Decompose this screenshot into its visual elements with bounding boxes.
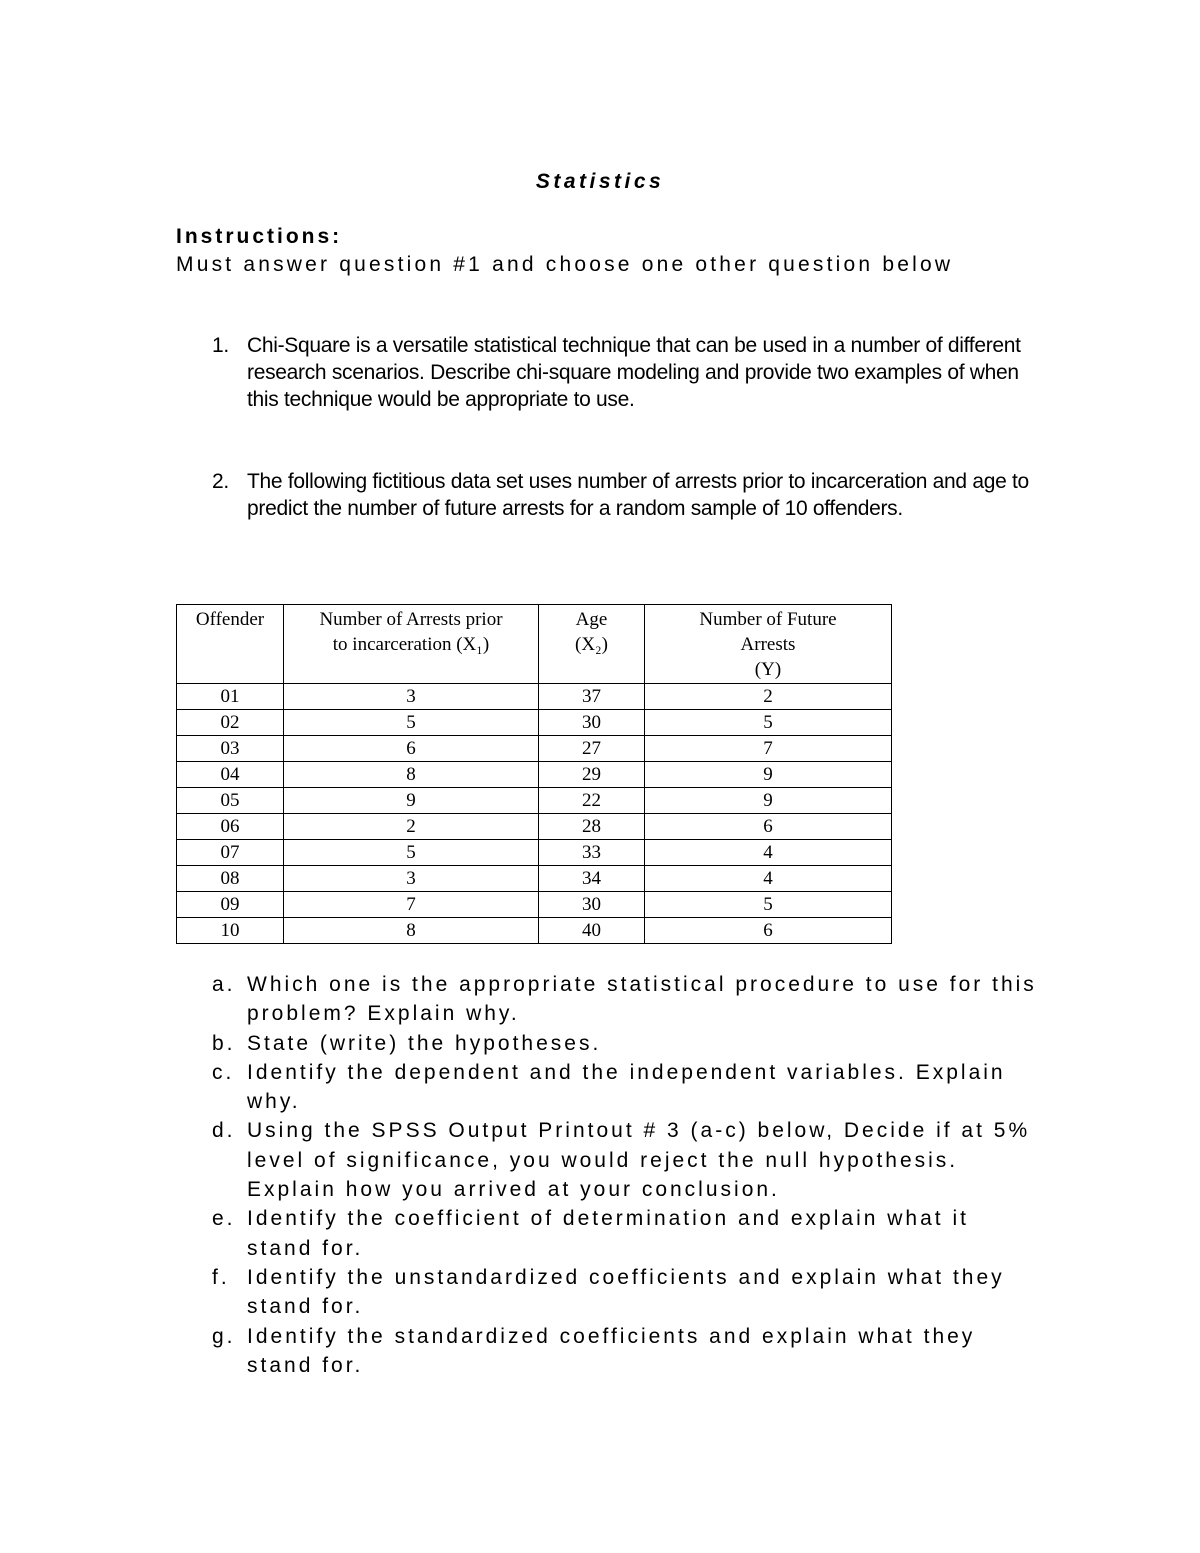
cell-prior-arrests: 3 bbox=[284, 684, 539, 710]
cell-offender: 08 bbox=[177, 866, 284, 892]
sub-question-e bbox=[212, 1204, 1042, 1263]
cell-prior-arrests: 7 bbox=[284, 892, 539, 918]
cell-age: 37 bbox=[539, 684, 645, 710]
cell-future-arrests: 6 bbox=[645, 918, 892, 944]
cell-prior-arrests: 8 bbox=[284, 918, 539, 944]
cell-offender: 03 bbox=[177, 736, 284, 762]
document-title: Statistics bbox=[535, 170, 665, 193]
cell-offender: 05 bbox=[177, 788, 284, 814]
sub-question-letter: f. bbox=[212, 1265, 230, 1289]
cell-prior-arrests: 8 bbox=[284, 762, 539, 788]
sub-question-text: Identify the standardized coefficients and explain what they stand for. bbox=[247, 1324, 976, 1377]
cell-age: 40 bbox=[539, 918, 645, 944]
cell-age: 30 bbox=[539, 892, 645, 918]
cell-offender: 10 bbox=[177, 918, 284, 944]
question-text: Chi-Square is a versatile statistical technique that can be used in a number of different research scenarios. Describe chi-square modeling and provide two examples of when this technique would be appropriate to use. bbox=[247, 334, 1021, 411]
sub-question-letter: g. bbox=[212, 1324, 236, 1348]
table-row bbox=[177, 918, 892, 944]
sub-question-letter: d. bbox=[212, 1119, 236, 1143]
cell-offender: 07 bbox=[177, 840, 284, 866]
question-text: The following fictitious data set uses number of arrests prior to incarceration and age to predict the number of future arrests for a random sample of 10 offenders. bbox=[247, 470, 1029, 520]
cell-future-arrests: 9 bbox=[645, 762, 892, 788]
table-row bbox=[177, 840, 892, 866]
cell-age: 34 bbox=[539, 866, 645, 892]
question-number: 1. bbox=[212, 334, 229, 357]
sub-question-list bbox=[212, 970, 1042, 1380]
cell-future-arrests: 5 bbox=[645, 892, 892, 918]
cell-age: 28 bbox=[539, 814, 645, 840]
cell-offender: 02 bbox=[177, 710, 284, 736]
header-offender: Offender bbox=[177, 605, 284, 684]
table-row bbox=[177, 814, 892, 840]
sub-question-d bbox=[212, 1116, 1042, 1204]
cell-prior-arrests: 6 bbox=[284, 736, 539, 762]
sub-question-c bbox=[212, 1058, 1042, 1117]
instructions-text: Must answer question #1 and choose one other question below bbox=[176, 253, 954, 276]
table-row bbox=[177, 710, 892, 736]
header-future-arrests: Number of Future Arrests (Y) bbox=[645, 605, 892, 684]
table-row bbox=[177, 762, 892, 788]
cell-future-arrests: 9 bbox=[645, 788, 892, 814]
sub-question-letter: a. bbox=[212, 973, 236, 996]
sub-question-letter: e. bbox=[212, 1207, 236, 1231]
cell-prior-arrests: 2 bbox=[284, 814, 539, 840]
table-row bbox=[177, 684, 892, 710]
offender-data-table bbox=[176, 604, 892, 944]
cell-prior-arrests: 5 bbox=[284, 840, 539, 866]
cell-future-arrests: 7 bbox=[645, 736, 892, 762]
cell-offender: 09 bbox=[177, 892, 284, 918]
sub-question-text: State (write) the hypotheses. bbox=[247, 1031, 602, 1055]
question-2 bbox=[212, 468, 1032, 522]
sub-question-letter: c. bbox=[212, 1060, 235, 1084]
cell-future-arrests: 5 bbox=[645, 710, 892, 736]
table-row bbox=[177, 736, 892, 762]
cell-future-arrests: 4 bbox=[645, 866, 892, 892]
cell-future-arrests: 6 bbox=[645, 814, 892, 840]
cell-age: 22 bbox=[539, 788, 645, 814]
cell-age: 33 bbox=[539, 840, 645, 866]
cell-offender: 04 bbox=[177, 762, 284, 788]
cell-future-arrests: 4 bbox=[645, 840, 892, 866]
sub-question-text: Which one is the appropriate statistical procedure to use for this problem? Explain why. bbox=[247, 973, 1037, 1026]
cell-offender: 06 bbox=[177, 814, 284, 840]
table-row bbox=[177, 788, 892, 814]
sub-question-g bbox=[212, 1322, 1042, 1381]
sub-question-f bbox=[212, 1263, 1042, 1322]
question-1 bbox=[212, 332, 1032, 413]
sub-question-text: Using the SPSS Output Printout # 3 (a-c) below, Decide if at 5% level of significance, you would reject the null hypothesis. Explain how you arrived at your conclusion. bbox=[247, 1119, 1031, 1202]
cell-prior-arrests: 5 bbox=[284, 710, 539, 736]
cell-prior-arrests: 3 bbox=[284, 866, 539, 892]
cell-prior-arrests: 9 bbox=[284, 788, 539, 814]
cell-offender: 01 bbox=[177, 684, 284, 710]
instructions-label: Instructions: bbox=[176, 225, 343, 248]
sub-question-letter: b. bbox=[212, 1031, 236, 1055]
table-row bbox=[177, 866, 892, 892]
sub-question-text: Identify the unstandardized coefficients and explain what they stand for. bbox=[247, 1265, 1005, 1319]
sub-question-a bbox=[212, 970, 1042, 1029]
table-row bbox=[177, 892, 892, 918]
cell-age: 27 bbox=[539, 736, 645, 762]
sub-question-b bbox=[212, 1029, 1042, 1058]
cell-age: 30 bbox=[539, 710, 645, 736]
question-number: 2. bbox=[212, 470, 229, 493]
table-header-row bbox=[177, 605, 892, 684]
header-age: Age (X₂) bbox=[539, 605, 645, 684]
sub-question-text: Identify the coefficient of determination and explain what it stand for. bbox=[247, 1207, 969, 1260]
cell-age: 29 bbox=[539, 762, 645, 788]
cell-future-arrests: 2 bbox=[645, 684, 892, 710]
header-prior-arrests: Number of Arrests prior to incarceration (X₁) bbox=[284, 605, 539, 684]
sub-question-text: Identify the dependent and the independent variables. Explain why. bbox=[247, 1060, 1006, 1114]
